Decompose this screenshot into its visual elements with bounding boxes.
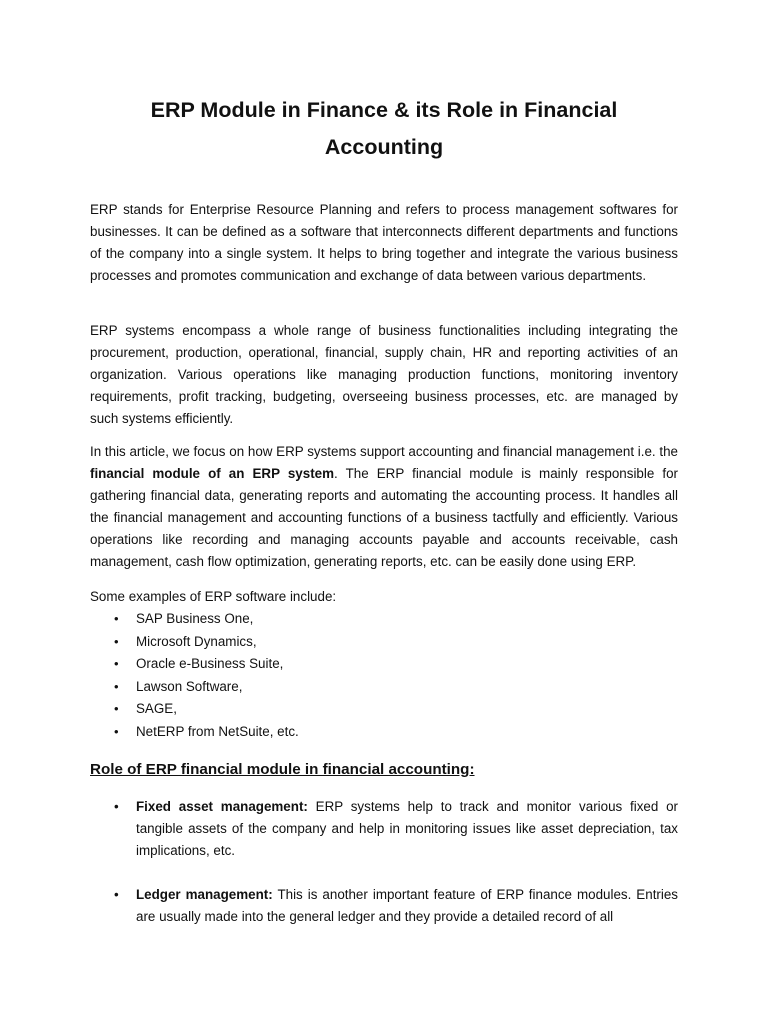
role-item-fixed-asset [90, 796, 678, 862]
role-item-text [136, 884, 678, 928]
functionalities-paragraph: ERP systems encompass a whole range of business functionalities including integrating the procurement, production, operational, financial, supply chain, HR and reporting activities of an organization. Various operations like managing production functions, monitoring inventory requirements, profit tracking, budgeting, overseeing business processes, etc. are managed by such systems efficiently. [90, 323, 678, 426]
list-item [90, 631, 678, 654]
list-item [90, 608, 678, 631]
role-item-ledger [90, 884, 678, 928]
paragraph-text: In this article, we focus on how ERP systems support accounting and financial management i.e. the [90, 444, 678, 459]
list-item-text: NetERP from NetSuite, etc. [136, 723, 299, 739]
role-item-text [136, 796, 678, 862]
role-label: Ledger management: [136, 887, 273, 902]
financial-module-paragraph [90, 441, 678, 573]
intro-paragraph: ERP stands for Enterprise Resource Planning and refers to process management softwares for businesses. It can be defined as a software that interconnects different departments and functions of the company into a single system. It helps to bring together and integrate the various business processes and promotes communication and exchange of data between various departments. [90, 202, 678, 283]
role-description: ERP systems help to track and monitor various fixed or tangible assets of the company and help in monitoring issues like asset depreciation, tax implications, etc. [136, 799, 678, 858]
list-item-text: SAP Business One, [136, 611, 254, 626]
list-item [90, 653, 678, 676]
bullet-icon: • [114, 678, 119, 694]
role-description: This is another important feature of ERP finance modules. Entries are usually made into the general ledger and they provide a detailed record of all [136, 887, 678, 924]
list-item-text: SAGE, [136, 701, 177, 716]
list-item [90, 721, 678, 744]
paragraph-text: . The ERP financial module is mainly responsible for gathering financial data, generating reports and automating the accounting process. It handles all the financial management and accounting functions of a business tactfully and efficiently. Various operations like recording and managing accounts payable and accounts receivable, cash management, cash flow optimization, generating reports, etc. can be easily done using ERP. [90, 466, 678, 569]
list-item-text: Microsoft Dynamics, [136, 633, 257, 649]
bullet-icon: • [114, 887, 119, 902]
role-label: Fixed asset management: [136, 799, 308, 814]
bullet-icon: • [114, 799, 119, 814]
bullet-icon: • [114, 656, 119, 671]
bullet-icon: • [114, 611, 119, 626]
section-heading: Role of ERP financial module in financial accounting: [90, 761, 475, 778]
list-item-text: Oracle e-Business Suite, [136, 656, 284, 671]
bold-phrase: financial module of an ERP system [90, 466, 335, 481]
erp-examples-list [90, 608, 678, 743]
document-title: ERP Module in Finance & its Role in Financial Accounting [150, 98, 618, 159]
bullet-icon: • [114, 701, 119, 716]
list-item [90, 698, 678, 721]
list-item [90, 676, 678, 699]
examples-intro: Some examples of ERP software include: [90, 589, 337, 604]
bullet-icon: • [114, 633, 119, 649]
list-item-text: Lawson Software, [136, 678, 243, 694]
bullet-icon: • [114, 723, 119, 739]
